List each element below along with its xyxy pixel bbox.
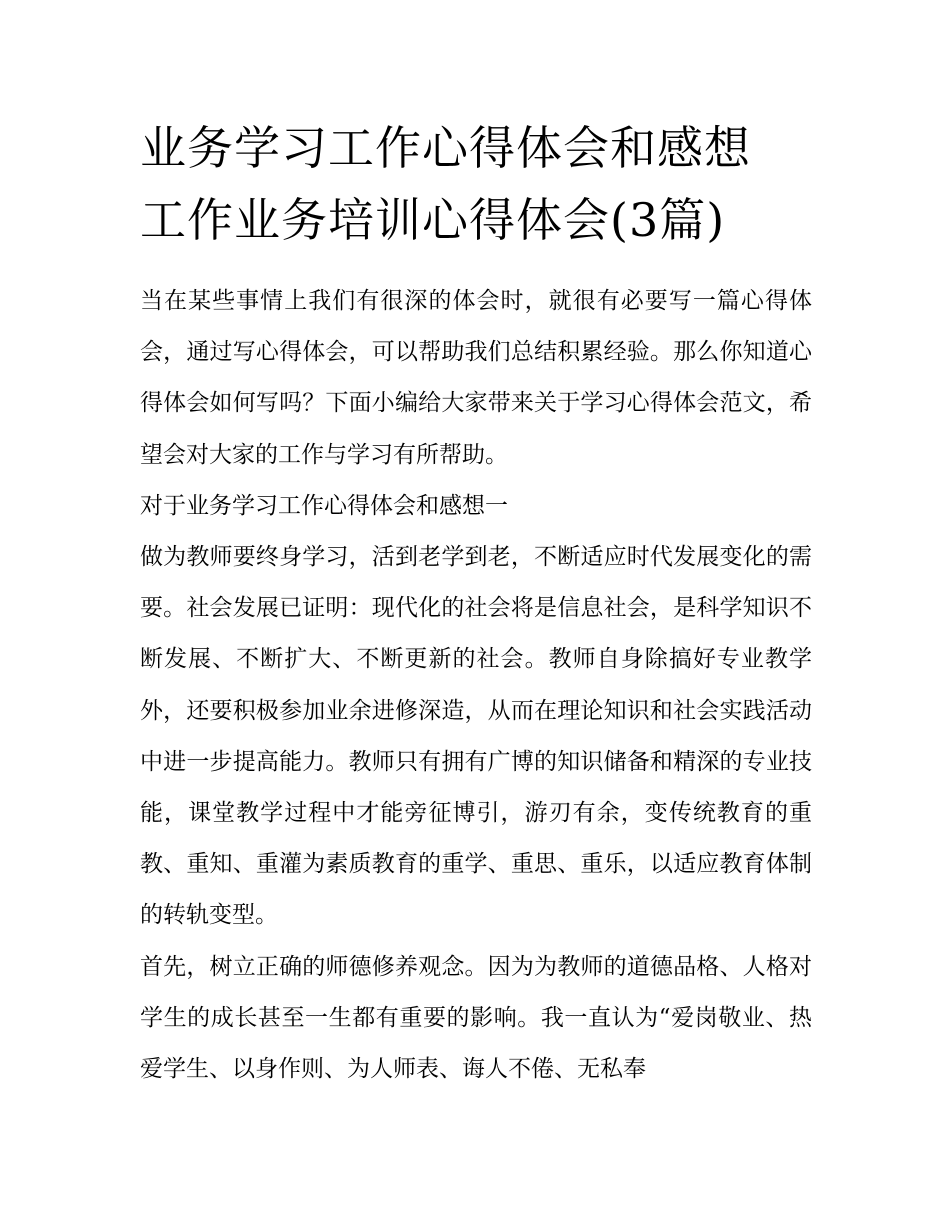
document-title xyxy=(140,112,812,256)
document-body xyxy=(140,276,812,1095)
body-paragraph: 首先，树立正确的师德修养观念。因为为教师的道德品格、人格对学生的成长甚至一生都有重要的影响。我一直认为“爱岗敬业、热爱学生、以身作则、为人师表、诲人不倦、无私奉 xyxy=(140,953,812,1083)
section-heading: 对于业务学习工作心得体会和感想一 xyxy=(140,492,508,519)
title-line-2: 工作业务培训心得体会(3篇) xyxy=(140,193,726,247)
body-paragraph: 做为教师要终身学习，活到老学到老，不断适应时代发展变化的需要。社会发展已证明：现代化的社会将是信息社会，是科学知识不断发展、不断扩大、不断更新的社会。教师自身除搞好专业教学外，还要积极参加业余进修深造，从而在理论知识和社会实践活动中进一步提高能力。教师只有拥有广博的知识储备和精深的专业技能，课堂教学过程中才能旁征博引，游刃有余，变传统教育的重教、重知、重灌为素质教育的重学、重思、重乐，以适应教育体制的转轨变型。 xyxy=(140,544,812,929)
intro-paragraph: 当在某些事情上我们有很深的体会时，就很有必要写一篇心得体会，通过写心得体会，可以帮助我们总结积累经验。那么你知道心得体会如何写吗？下面小编给大家带来关于学习心得体会范文，希望会对大家的工作与学习有所帮助。 xyxy=(140,288,812,468)
title-line-1: 业务学习工作心得体会和感想 xyxy=(140,121,751,175)
